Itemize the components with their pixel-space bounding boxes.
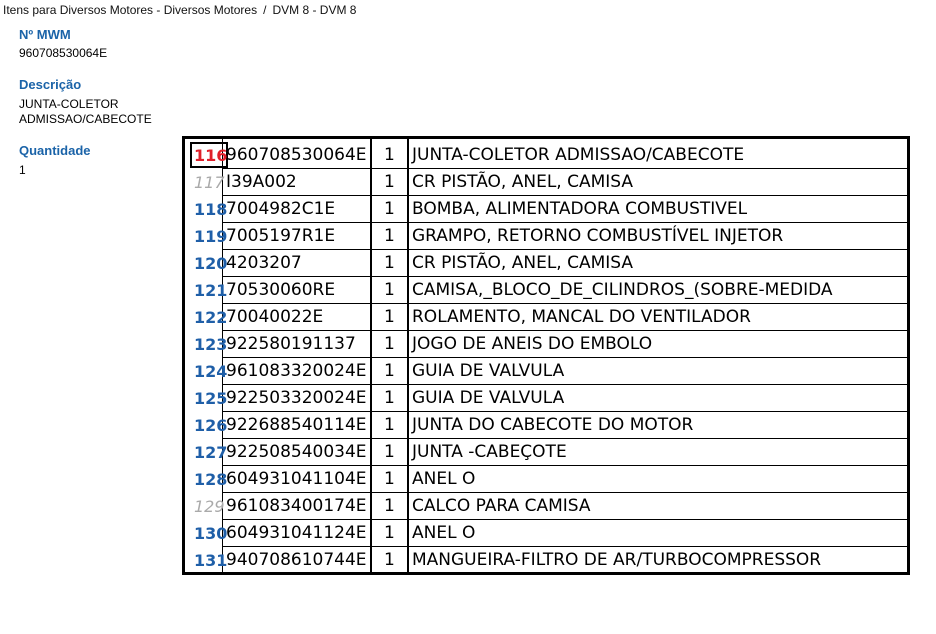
item-description: JOGO DE ANEIS DO EMBOLO — [412, 334, 653, 354]
parts-diagram-table — [182, 136, 910, 574]
part-number: 922580191137 — [226, 334, 356, 354]
item-quantity: 1 — [384, 172, 395, 192]
table-row[interactable] — [182, 222, 910, 249]
part-number: 922508540034E — [226, 442, 367, 462]
part-number: 604931041104E — [226, 469, 367, 489]
part-number: 961083320024E — [226, 361, 367, 381]
table-row[interactable] — [182, 195, 910, 222]
item-description: CR PISTÃO, ANEL, CAMISA — [412, 253, 634, 273]
item-number: 121 — [194, 281, 228, 300]
item-quantity: 1 — [384, 253, 395, 273]
part-number: 70530060RE — [226, 280, 336, 300]
table-row[interactable] — [182, 168, 910, 195]
item-quantity: 1 — [384, 388, 395, 408]
table-row[interactable] — [182, 384, 910, 411]
item-description: JUNTA DO CABECOTE DO MOTOR — [412, 415, 694, 435]
breadcrumb-current: DVM 8 - DVM 8 — [272, 3, 357, 17]
part-number: 960708530064E — [226, 145, 367, 165]
item-quantity: 1 — [384, 307, 395, 327]
item-quantity: 1 — [384, 442, 395, 462]
item-description: JUNTA -CABEÇOTE — [412, 442, 567, 462]
description-label: Descrição — [19, 77, 82, 92]
item-number: 126 — [194, 416, 228, 435]
breadcrumb-path[interactable]: Itens para Diversos Motores - Diversos Motores — [3, 3, 258, 17]
item-number: 122 — [194, 308, 228, 327]
part-number: I39A002 — [226, 172, 297, 192]
item-quantity: 1 — [384, 523, 395, 543]
table-row[interactable] — [182, 303, 910, 330]
description-value-line2: ADMISSAO/CABECOTE — [19, 112, 152, 126]
item-quantity: 1 — [384, 550, 395, 570]
mwm-number-label: Nº MWM — [19, 27, 71, 42]
item-number: 127 — [194, 443, 228, 462]
description-value-line1: JUNTA-COLETOR — [19, 97, 119, 111]
item-description: GRAMPO, RETORNO COMBUSTÍVEL INJETOR — [412, 226, 784, 246]
part-number: 940708610744E — [226, 550, 367, 570]
table-row[interactable] — [182, 492, 910, 519]
part-number: 4203207 — [226, 253, 302, 273]
item-description: JUNTA-COLETOR ADMISSAO/CABECOTE — [412, 145, 745, 165]
part-number: 922688540114E — [226, 415, 367, 435]
item-number: 119 — [194, 227, 228, 246]
item-quantity: 1 — [384, 415, 395, 435]
item-number: 130 — [194, 524, 228, 543]
part-number: 70040022E — [226, 307, 324, 327]
part-number: 922503320024E — [226, 388, 367, 408]
table-row[interactable] — [182, 465, 910, 492]
item-number: 125 — [194, 389, 228, 408]
part-number: 7005197R1E — [226, 226, 336, 246]
table-row[interactable] — [182, 276, 910, 303]
item-description: ANEL O — [412, 523, 476, 543]
item-quantity: 1 — [384, 280, 395, 300]
mwm-number-value: 960708530064E — [19, 46, 108, 60]
table-row[interactable] — [182, 438, 910, 465]
table-border-top — [182, 136, 910, 139]
item-number: 120 — [194, 254, 228, 273]
item-description: GUIA DE VALVULA — [412, 361, 565, 381]
item-number: 118 — [194, 200, 228, 219]
item-quantity: 1 — [384, 199, 395, 219]
item-quantity: 1 — [384, 361, 395, 381]
table-row[interactable] — [182, 249, 910, 276]
breadcrumb-separator: / — [263, 3, 267, 17]
table-row[interactable] — [182, 519, 910, 546]
item-description: CAMISA,_BLOCO_DE_CILINDROS_(SOBRE-MEDIDA — [412, 280, 833, 300]
item-description: GUIA DE VALVULA — [412, 388, 565, 408]
item-description: CR PISTÃO, ANEL, CAMISA — [412, 172, 634, 192]
item-number: 124 — [194, 362, 228, 381]
item-number: 131 — [194, 551, 228, 570]
table-row[interactable] — [182, 330, 910, 357]
part-number: 961083400174E — [226, 496, 367, 516]
item-description: BOMBA, ALIMENTADORA COMBUSTIVEL — [412, 199, 748, 219]
item-quantity: 1 — [384, 226, 395, 246]
part-number: 604931041124E — [226, 523, 367, 543]
item-number: 116 — [194, 146, 228, 165]
quantity-value: 1 — [19, 163, 26, 177]
item-quantity: 1 — [384, 496, 395, 516]
item-quantity: 1 — [384, 145, 395, 165]
table-row[interactable] — [182, 141, 910, 168]
item-number: 129 — [194, 497, 225, 516]
item-description: CALCO PARA CAMISA — [412, 496, 591, 516]
item-description: MANGUEIRA-FILTRO DE AR/TURBOCOMPRESSOR — [412, 550, 822, 570]
item-description: ROLAMENTO, MANCAL DO VENTILADOR — [412, 307, 751, 327]
breadcrumb — [3, 3, 356, 17]
part-number: 7004982C1E — [226, 199, 336, 219]
item-number: 123 — [194, 335, 228, 354]
item-number: 128 — [194, 470, 228, 489]
table-row[interactable] — [182, 411, 910, 438]
item-description: ANEL O — [412, 469, 476, 489]
table-row[interactable] — [182, 546, 910, 573]
table-row[interactable] — [182, 357, 910, 384]
quantity-label: Quantidade — [19, 143, 91, 158]
item-quantity: 1 — [384, 469, 395, 489]
item-quantity: 1 — [384, 334, 395, 354]
item-number: 117 — [194, 173, 225, 192]
